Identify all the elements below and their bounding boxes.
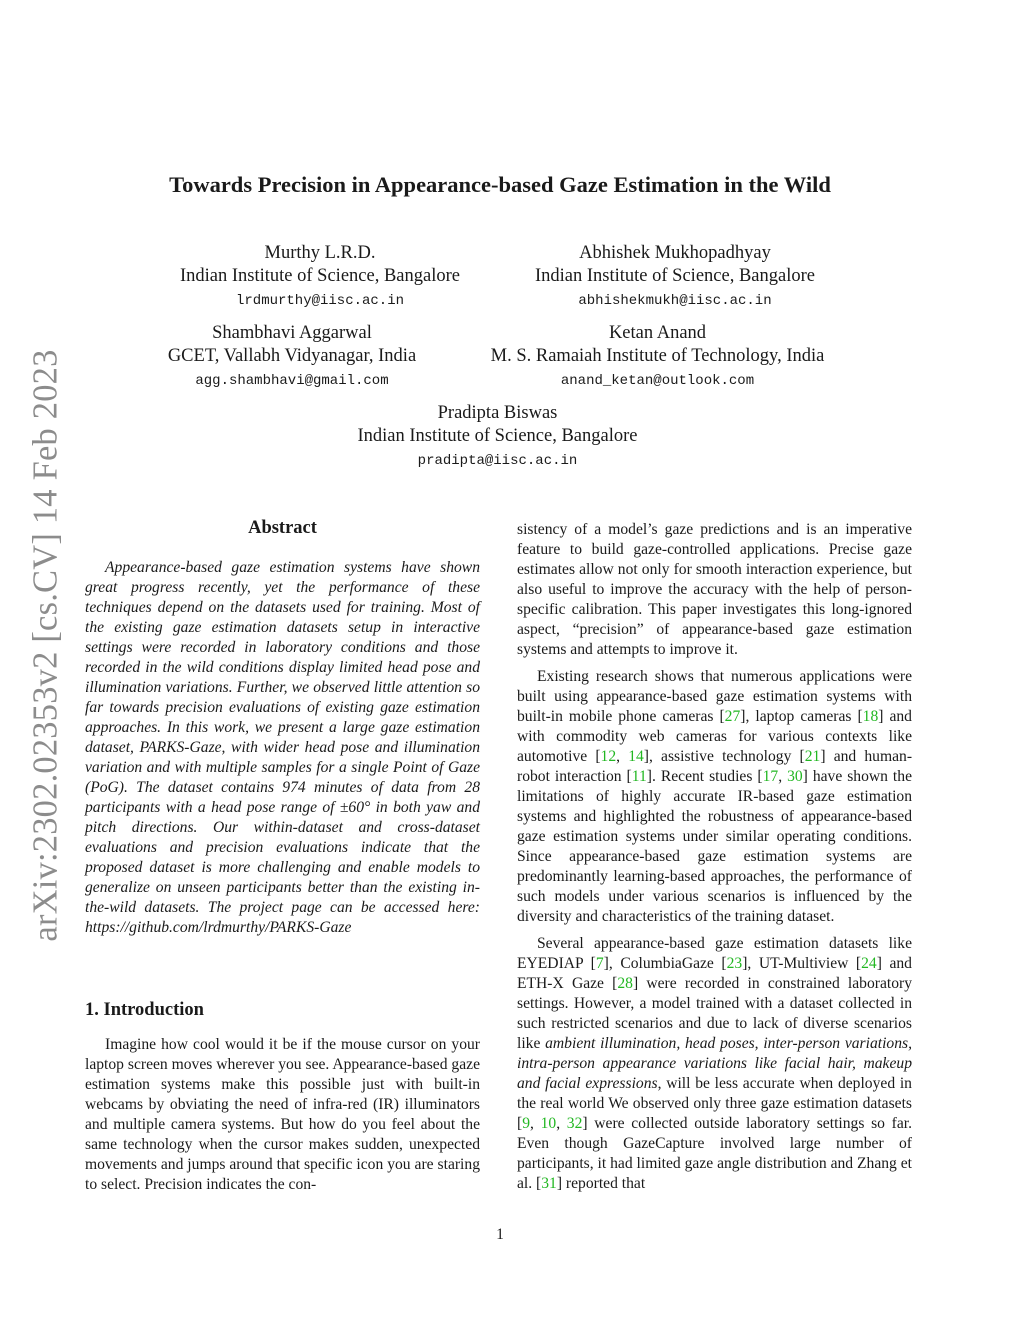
author-email[interactable]: lrdmurthy@iisc.ac.in	[235, 293, 405, 309]
author-email[interactable]: pradipta@iisc.ac.in	[417, 453, 578, 469]
right-paragraph-2: Existing research shows that numerous applications were built using appearance-based gaze estimation systems with built-in mobile phone cameras [27], laptop cameras [18] and with commodity web cameras for various contexts like automotive [12, 14], assistive technology [21] and human-robot interaction [11]. Recent studies [17, 30] have shown the limitations of highly accurate IR-based gaze estimation systems and highlighted the robustness of appearance-based gaze estimation systems under similar operating conditions. Since appearance-based gaze estimation systems are predominantly learning-based approaches, the performance of such models under various scenarios is influenced by the diversity and characteristics of the training dataset.	[517, 668, 913, 925]
author-email[interactable]: abhishekmukh@iisc.ac.in	[578, 293, 772, 309]
citation-link[interactable]: 17	[762, 768, 779, 785]
right-column	[517, 520, 912, 1194]
arxiv-stamp-text: arXiv:2302.02353v2 [cs.CV] 14 Feb 2023	[26, 348, 65, 942]
citation-link[interactable]: 10	[540, 1115, 557, 1132]
author-email[interactable]: agg.shambhavi@gmail.com	[195, 373, 389, 389]
citation-link[interactable]: 7	[595, 955, 604, 972]
citation-link[interactable]: 24	[861, 955, 877, 972]
abstract-body	[85, 558, 480, 938]
author-name: Shambhavi Aggarwal	[212, 323, 372, 343]
author-affiliation: Indian Institute of Science, Bangalore	[180, 266, 460, 286]
abstract-heading: Abstract	[248, 518, 317, 538]
citation-link[interactable]: 28	[617, 975, 633, 992]
citation-link[interactable]: 18	[862, 708, 879, 725]
citation-link[interactable]: 27	[724, 708, 741, 725]
introduction-paragraph: Imagine how cool would it be if the mouse cursor on your laptop screen moves wherever you see. Appearance-based gaze estimation systems make this possible just with built-in webcams by obviating the need of infra-red (IR) illuminators and multiple camera systems. But how do you feel about the same technology when the cursor makes sudden, unexpected movements and jumps around that specific icon you are staring to select. Precision indicates the con-	[85, 1036, 480, 1193]
citation-link[interactable]: 31	[541, 1175, 557, 1192]
author-email[interactable]: anand_ketan@outlook.com	[560, 373, 755, 389]
citation-link[interactable]: 32	[566, 1115, 583, 1132]
author-block	[160, 242, 480, 313]
author-affiliation: GCET, Vallabh Vidyanagar, India	[167, 346, 417, 366]
author-name: Ketan Anand	[608, 323, 707, 343]
author-affiliation: M. S. Ramaiah Institute of Technology, India	[490, 346, 825, 366]
author-block	[505, 242, 845, 313]
author-block	[142, 322, 442, 393]
abstract-text: Appearance-based gaze estimation systems have shown great progress recently, yet the performance of these techniques depend on the datasets used for training. Most of the existing gaze estimation datasets setup in interactive settings were recorded in laboratory conditions and those recorded in the wild conditions display limited head pose and illumination variations. Further, we observed little attention so far towards precision evaluations of existing gaze estimation approaches. In this work, we present a large gaze estimation dataset, PARKS-Gaze, with wider head pose and illumination variation and with multiple samples for a single Point of Gaze (PoG). The dataset contains 974 minutes of data from 28 participants with a head pose range of ±60° in both yaw and pitch directions. Our within-dataset and cross-dataset evaluations and precision evaluations indicate that the proposed dataset is more challenging and enable models to generalize on unseen participants better than the existing in-the-wild datasets. The project page can be accessed here: https://github.com/lrdmurthy/PARKS-Gaze	[85, 559, 480, 936]
citation-link[interactable]: 12	[600, 748, 617, 765]
author-block	[465, 322, 850, 393]
citation-link[interactable]: 23	[726, 955, 743, 972]
page-number: 1	[496, 1226, 504, 1243]
section-heading-introduction: 1. Introduction	[85, 1000, 204, 1020]
author-name: Murthy L.R.D.	[264, 243, 376, 263]
right-paragraph-3: Several appearance-based gaze estimation datasets like EYEDIAP [7], ColumbiaGaze [23], UT-Multiview [24] and ETH-X Gaze [28] were recorded in constrained laboratory settings. However, a model trained with a dataset collected in such restricted scenarios and due to lack of diverse scenarios like ambient illumination, head poses, inter-person variations, intra-person appearance variations like facial hair, makeup and facial expressions, will be less accurate when deployed in the real world We observed only three gaze estimation datasets [9, 10, 32] were collected outside laboratory settings so far. Even though GazeCapture involved large number of participants, it had limited gaze angle distribution and Zhang et al. [31] reported that	[517, 935, 913, 1192]
author-name: Abhishek Mukhopadhyay	[579, 243, 771, 263]
citation-link[interactable]: 9	[522, 1115, 530, 1132]
citation-link[interactable]: 11	[631, 768, 647, 785]
citation-link[interactable]: 14	[628, 748, 644, 765]
arxiv-stamp	[16, 350, 76, 940]
citation-link[interactable]: 21	[804, 748, 821, 765]
author-block	[320, 402, 675, 473]
author-affiliation: Indian Institute of Science, Bangalore	[535, 266, 815, 286]
introduction-body	[85, 1035, 480, 1195]
emphasis-text: ambient illumination, head poses, inter-person variations, intra-person appearance variations like facial hair, makeup and facial expressions	[517, 1035, 912, 1092]
right-paragraph-1: sistency of a model’s gaze predictions and is an imperative feature to build gaze-controlled applications. Precise gaze estimates allow not only for smooth interaction experience, but also useful to improve the accuracy with the help of person-specific calibration. This paper investigates this long-ignored aspect, “precision” of appearance-based gaze estimation systems and attempts to improve it.	[517, 521, 912, 658]
author-affiliation: Indian Institute of Science, Bangalore	[357, 426, 638, 446]
citation-link[interactable]: 30	[787, 768, 803, 785]
paper-title: Towards Precision in Appearance-based Gaze Estimation in the Wild	[169, 172, 831, 197]
author-name: Pradipta Biswas	[437, 403, 558, 423]
